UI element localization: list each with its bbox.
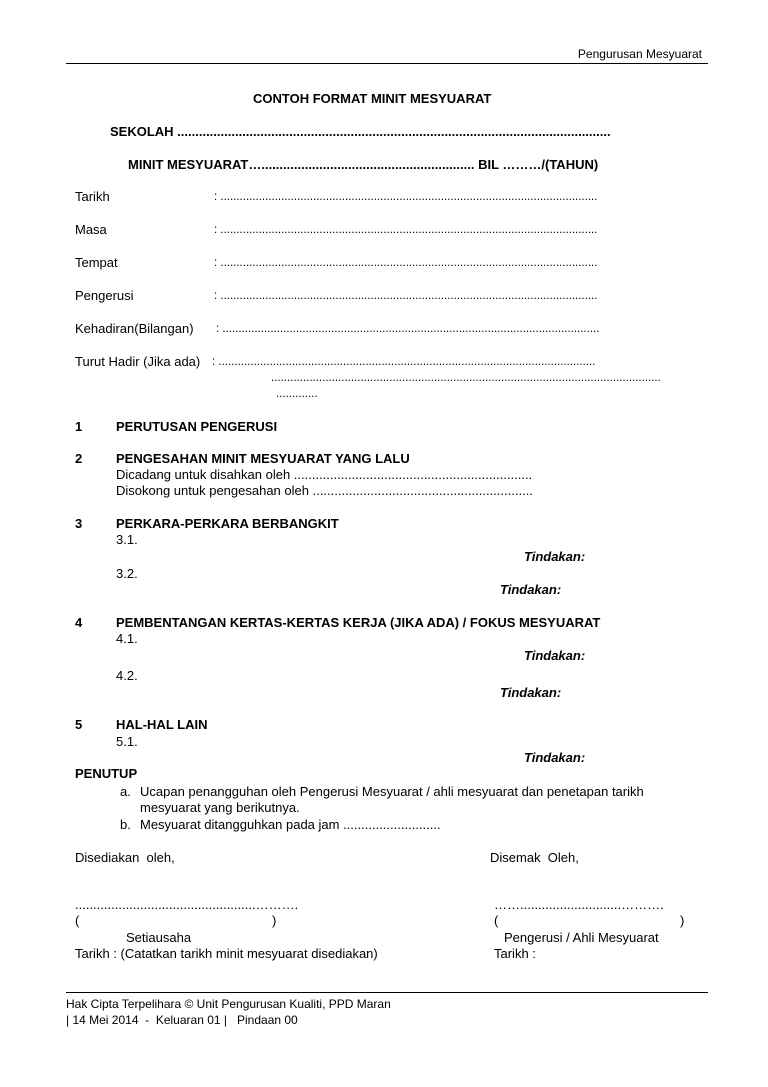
turut-hadir-continuation: .......................................................................................................................... <box>271 372 661 384</box>
section-3-item-1: 3.1. <box>116 532 138 547</box>
section-4-item-1: 4.1. <box>116 631 138 646</box>
penutup-title: PENUTUP <box>75 766 138 781</box>
section-5-title: HAL-HAL LAIN <box>116 717 208 732</box>
prepared-by-date: Tarikh : (Catatkan tarikh minit mesyuarat disediakan) <box>75 946 378 961</box>
tindakan-4-2: Tindakan: <box>500 685 562 700</box>
section-2-line-2: Disokong untuk pengesahan oleh ............................................................. <box>116 483 533 498</box>
section-2-line-1: Dicadang untuk disahkan oleh .................................................................. <box>116 467 533 482</box>
penutup-a-line-1: Ucapan penangguhan oleh Pengerusi Mesyuarat / ahli mesyuarat dan penetapan tarikh <box>140 784 644 799</box>
page-title: CONTOH FORMAT MINIT MESYUARAT <box>253 91 492 106</box>
field-label-tempat: Tempat <box>75 255 118 270</box>
field-label-masa: Masa <box>75 222 107 237</box>
tindakan-5-1: Tindakan: <box>524 750 586 765</box>
tindakan-3-2: Tindakan: <box>500 582 562 597</box>
section-5-item-1: 5.1. <box>116 734 138 749</box>
field-value-tarikh: : ...................................................................................................................... <box>214 191 598 203</box>
checked-by-heading: Disemak Oleh, <box>490 850 579 865</box>
section-1-title: PERUTUSAN PENGERUSI <box>116 419 278 434</box>
prepared-by-dots: ..................................................………. <box>75 897 299 912</box>
prepared-by-role: Setiausaha <box>126 930 192 945</box>
penutup-b-label: b. <box>120 817 131 832</box>
section-1-number: 1 <box>75 419 83 434</box>
field-value-masa: : ...................................................................................................................... <box>214 224 598 236</box>
tindakan-3-1: Tindakan: <box>524 549 586 564</box>
header-title: Pengurusan Mesyuarat <box>577 47 702 61</box>
checked-by-dots: ……............................………. <box>494 897 664 912</box>
section-2-title: PENGESAHAN MINIT MESYUARAT YANG LALU <box>116 451 410 466</box>
field-value-kehadiran: : ...................................................................................................................... <box>216 323 600 335</box>
minit-mesyuarat-line: MINIT MESYUARAT…........................................................... BIL ………/(TAHUN) <box>128 157 599 172</box>
section-3-item-2: 3.2. <box>116 566 138 581</box>
sekolah-line: SEKOLAH ........................................................................................................................ <box>110 124 611 139</box>
checked-by-date: Tarikh : <box>494 946 536 961</box>
footer-divider <box>66 992 708 993</box>
section-4-item-2: 4.2. <box>116 668 138 683</box>
section-4-title: PEMBENTANGAN KERTAS-KERTAS KERJA (JIKA ADA) / FOKUS MESYUARAT <box>116 615 601 630</box>
footer-version: | 14 Mei 2014 - Keluaran 01 | Pindaan 00 <box>66 1013 298 1027</box>
penutup-a-line-2: mesyuarat yang berikutnya. <box>140 800 300 815</box>
field-value-tempat: : ...................................................................................................................... <box>214 257 598 269</box>
field-label-pengerusi: Pengerusi <box>75 288 134 303</box>
prepared-by-paren-close: ) <box>272 913 277 928</box>
checked-by-paren-open: ( <box>494 913 499 928</box>
field-label-kehadiran: Kehadiran(Bilangan) <box>75 321 194 336</box>
field-label-turut-hadir: Turut Hadir (Jika ada) <box>75 354 201 369</box>
prepared-by-paren-open: ( <box>75 913 80 928</box>
field-value-pengerusi: : ...................................................................................................................... <box>214 290 598 302</box>
penutup-b-line: Mesyuarat ditangguhkan pada jam ........................... <box>140 817 441 832</box>
tindakan-4-1: Tindakan: <box>524 648 586 663</box>
prepared-by-heading: Disediakan oleh, <box>75 850 175 865</box>
header-divider <box>66 63 708 64</box>
field-value-turut-hadir: : ...................................................................................................................... <box>212 356 596 368</box>
section-2-number: 2 <box>75 451 83 466</box>
section-3-number: 3 <box>75 516 83 531</box>
field-label-tarikh: Tarikh <box>75 189 110 204</box>
footer-copyright: Hak Cipta Terpelihara © Unit Pengurusan Kualiti, PPD Maran <box>66 997 391 1011</box>
turut-hadir-continuation-2: ............. <box>276 388 318 400</box>
penutup-a-label: a. <box>120 784 131 799</box>
section-3-title: PERKARA-PERKARA BERBANGKIT <box>116 516 339 531</box>
section-5-number: 5 <box>75 717 83 732</box>
checked-by-role: Pengerusi / Ahli Mesyuarat <box>504 930 659 945</box>
section-4-number: 4 <box>75 615 83 630</box>
checked-by-paren-close: ) <box>680 913 685 928</box>
